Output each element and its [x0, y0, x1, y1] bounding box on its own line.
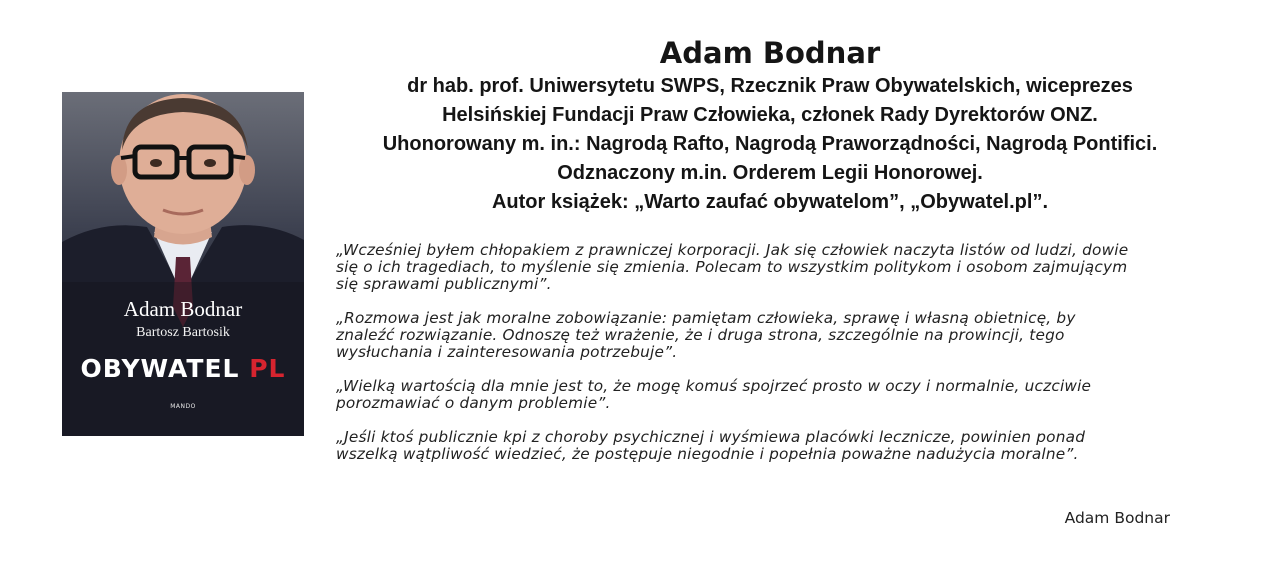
book-cover	[62, 92, 304, 436]
quote-paragraph: „Wielką wartością dla mnie jest to, że mogę komuś spojrzeć prosto w oczy i normalnie, uczciwie porozmawiać o danym problemie”.	[336, 377, 1092, 412]
cover-title-main: OBYWATEL	[80, 354, 240, 383]
bio-line: Odznaczony m.in. Orderem Legii Honorowej.	[557, 162, 983, 184]
bio-line: Helsińskiej Fundacji Praw Człowieka, członek Rady Dyrektorów ONZ.	[442, 104, 1098, 126]
author-portrait	[62, 92, 304, 436]
bio-line: dr hab. prof. Uniwersytetu SWPS, Rzecznik Praw Obywatelskich, wiceprezes	[407, 75, 1133, 97]
quote-paragraph: „Jeśli ktoś publicznie kpi z choroby psychicznej i wyśmiewa placówki lecznicze, powinien ponad wszelką wątpliwość wiedzieć, że postępuje niegodnie i popełnia poważne nadużycia moralne”.	[336, 428, 1086, 463]
author-header	[330, 34, 1210, 217]
cover-author: Adam Bodnar	[123, 297, 243, 321]
signature: Adam Bodnar	[1064, 509, 1170, 527]
bio-line: Autor książek: „Warto zaufać obywatelom”, „Obywatel.pl”.	[491, 191, 1049, 213]
cover-coauthor: Bartosz Bartosik	[136, 325, 230, 340]
quote-paragraph: „Rozmowa jest jak moralne zobowiązanie: pamiętam człowieka, sprawę i własną obietnicę, by znaleźć rozwiązanie. Odnoszę też wrażenie, że i druga strona, szczególnie na prowincji, tego wysłuchania i zainteresowania potrzebuje”.	[336, 309, 1076, 361]
cover-title	[62, 354, 304, 383]
author-name: Adam Bodnar	[659, 36, 881, 70]
quotes-list	[336, 242, 1216, 480]
quote-paragraph: „Wcześniej byłem chłopakiem z prawniczej korporacji. Jak się człowiek naczyta listów od ludzi, dowie się o ich tragediach, to myślenie się zmienia. Polecam to wszystkim politykom i osobom zajmującym się sprawami publicznymi”.	[336, 241, 1129, 293]
publisher-logo: MANDO	[170, 403, 196, 410]
bio-line: Uhonorowany m. in.: Nagrodą Rafto, Nagrodą Praworządności, Nagrodą Pontifici.	[382, 133, 1158, 155]
cover-title-accent: PL	[249, 354, 286, 383]
